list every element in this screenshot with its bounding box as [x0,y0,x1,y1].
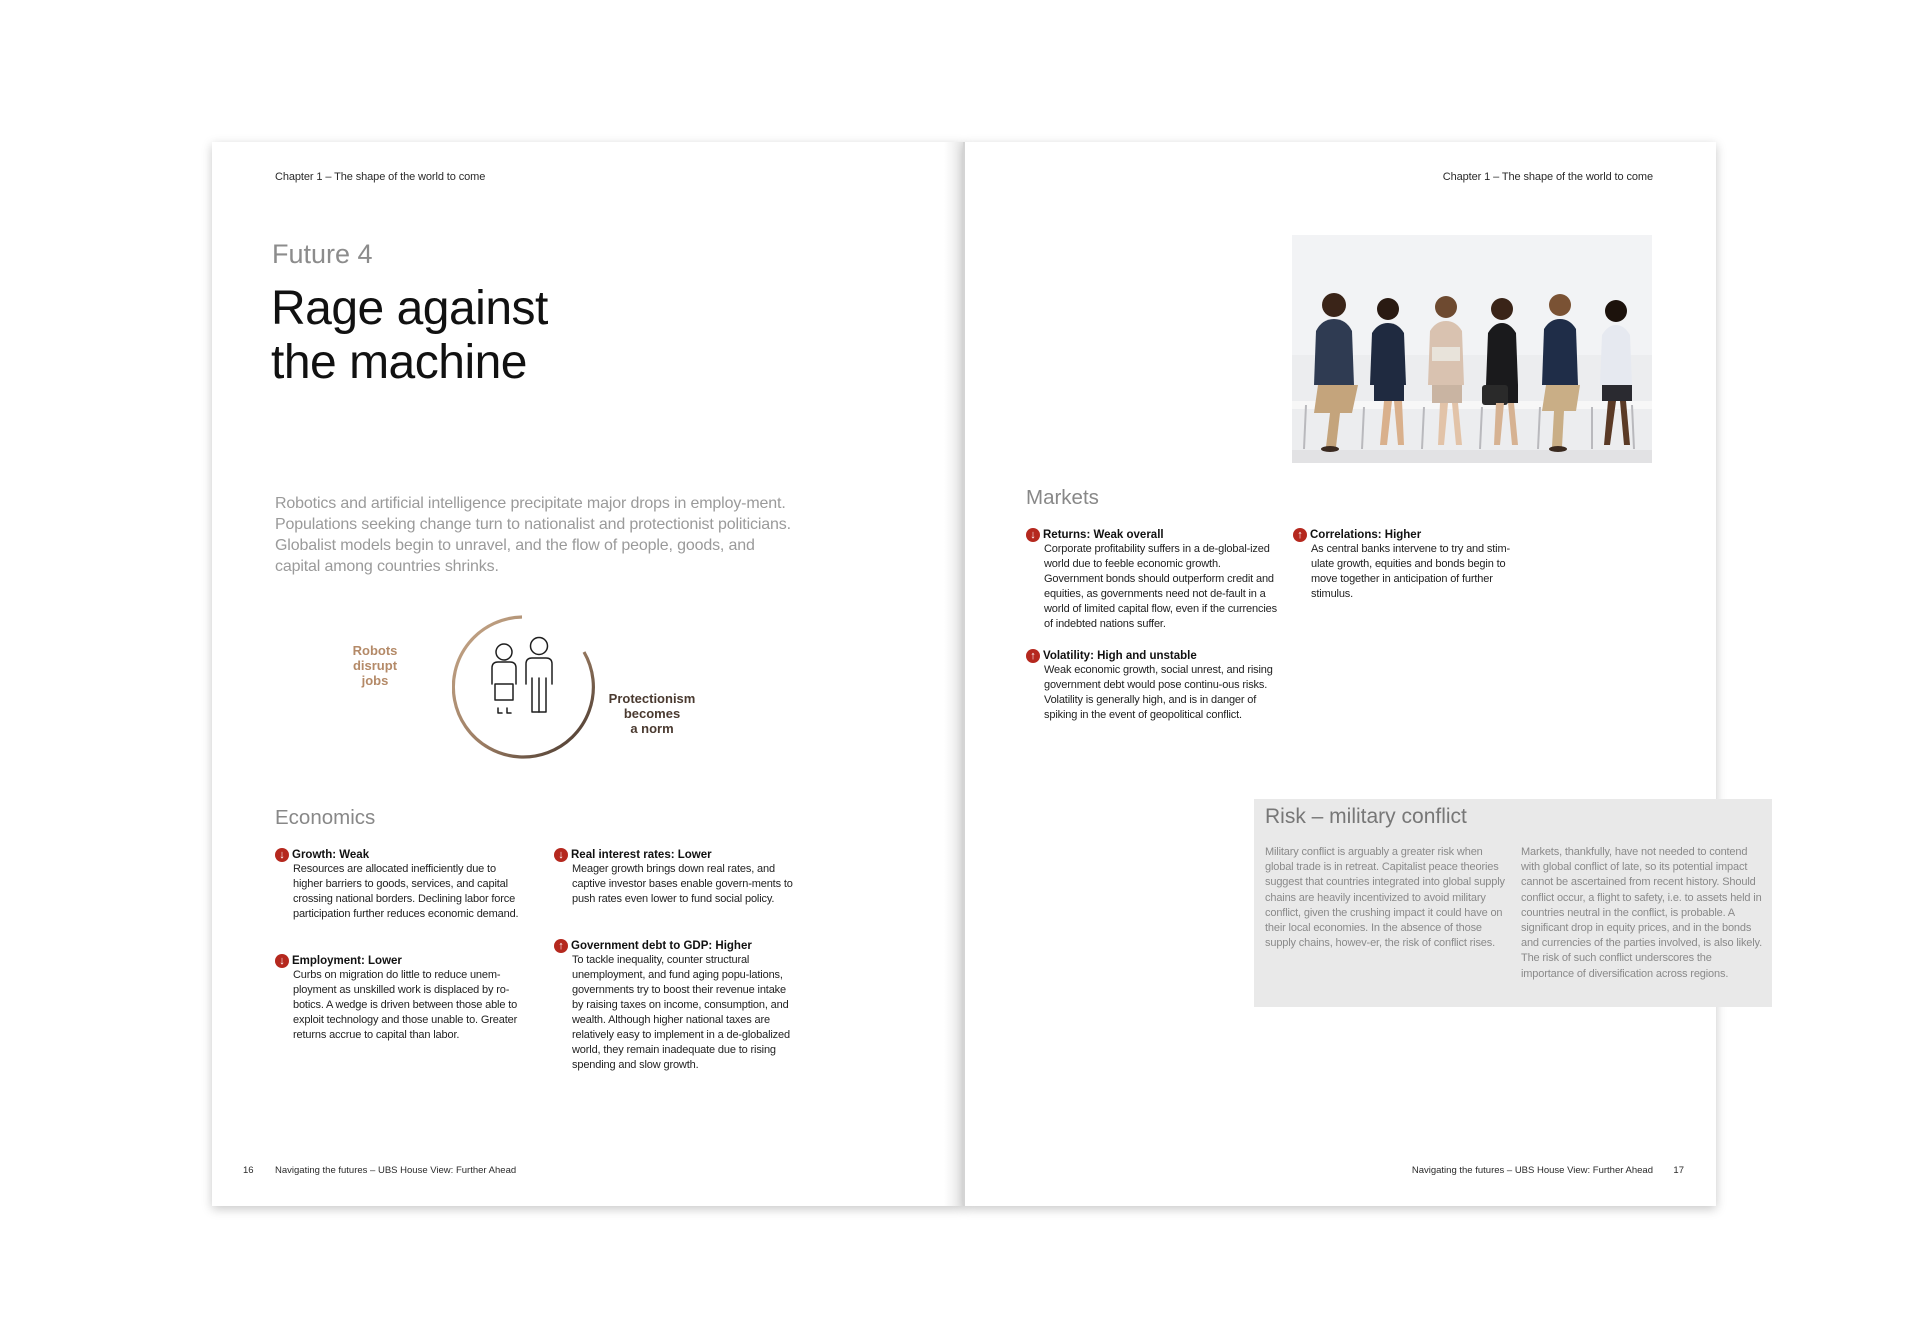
left-page [212,142,964,1206]
diagram-ring [453,617,593,757]
diagram-label-left-line: jobs [361,673,389,688]
page-number-left: 16 [243,1165,254,1176]
economics-item-employment [275,954,525,1043]
risk-column-2: Markets, thankfully, have not needed to contend with global conflict of late, so its potential impact cannot be ascertained from recent history. Should conflict occur, a flight to safety, i.e. to assets held in countries neutral in the conflict, is probable. A significant drop in equity prices, and in the bonds and currencies of the parties involved, is also likely. The risk of such conflict underscores the importance of diversification across regions. [1521,846,1763,980]
diagram-label-right-line: a norm [630,721,674,736]
item-heading [1026,528,1278,542]
people-waiting-photo [1292,235,1652,463]
page-number-right: 17 [1673,1165,1684,1176]
item-heading [275,954,525,968]
arrow-down-icon: ↓ [554,848,568,862]
risk-column-1: Military conflict is arguably a greater risk when global trade is in retreat. Capitalist peace theories suggest that countries integrated into global supply chains are heavily incentivized to avoid military conflict, given the crushing impact it could have on their local economies. In the absence of those supply chains, howev-er, the risk of conflict rises. [1265,846,1505,950]
item-body: Curbs on migration do little to reduce unem-ployment as unskilled work is displaced by ro-botics. A wedge is driven between those able to exploit technology and those unable to. Greater returns accrue to capital than labor. [293,969,518,1041]
arrow-up-icon: ↑ [554,939,568,953]
arrow-up-icon: ↑ [1026,649,1040,663]
item-title: Real interest rates: Lower [571,849,712,861]
item-title: Correlations: Higher [1310,529,1422,541]
diagram-label-right-line: becomes [623,706,681,721]
item-title: Growth: Weak [292,849,370,861]
title-line-1: Rage against [271,282,548,335]
risk-box [1254,799,1772,1007]
item-title: Volatility: High and unstable [1043,650,1197,662]
photo-illustration [1292,235,1652,463]
arrow-up-icon: ↑ [1293,528,1307,542]
economics-item-gov-debt [554,939,794,1073]
chapter-header: Chapter 1 – The shape of the world to come [275,171,486,183]
diagram-circle [452,612,602,762]
markets-item-volatility [1026,649,1278,723]
diagram-label-right [597,691,707,736]
gutter-line [963,142,965,1206]
intro-paragraph: Robotics and artificial intelligence precipitate major drops in employ-ment. Populations seeking change turn to nationalist and protectionist politicians. Globalist models begin to unravel, and the flow of people, goods, and capital among countries shrinks. [275,495,791,575]
economics-heading: Economics [275,806,376,829]
diagram-label-left-line: Robots [352,643,398,658]
item-heading [275,848,525,862]
footer-left: Navigating the futures – UBS House View: Further Ahead [275,1165,517,1176]
diagram-label-left [337,643,413,688]
item-title: Employment: Lower [292,955,402,967]
item-title: Returns: Weak overall [1043,529,1164,541]
title-line-2: the machine [271,336,527,389]
arrow-down-icon: ↓ [1026,528,1040,542]
markets-item-correlations [1293,528,1533,602]
brochure-spread [212,142,1763,1206]
arrow-down-icon: ↓ [275,848,289,862]
diagram-label-left-line: disrupt [352,658,398,673]
arrow-down-icon: ↓ [275,954,289,968]
page-title [271,282,548,390]
economics-item-real-rates [554,848,794,907]
item-body: Meager growth brings down real rates, and captive investor bases enable govern-ments to push rates even lower to fund social policy. [572,863,793,905]
gutter-shadow [944,142,964,1206]
people-icon [492,638,552,714]
markets-item-returns [1026,528,1278,632]
item-heading [554,939,794,953]
footer-right: Navigating the futures – UBS House View: Further Ahead [1411,1165,1653,1176]
item-body: As central banks intervene to try and stim-ulate growth, equities and bonds begin to move together in anticipation of further stimulus. [1311,543,1510,600]
item-title: Government debt to GDP: Higher [571,940,752,952]
item-heading [554,848,794,862]
item-body: To tackle inequality, counter structural unemployment, and fund aging popu-lations, governments try to boost their revenue intake by raising taxes on income, consumption, and wealth. Although higher national taxes are relatively easy to implement in a de-globalized world, they remain inadequate due to rising spending and slow growth. [572,954,790,1071]
chapter-header: Chapter 1 – The shape of the world to come [1442,171,1653,183]
item-body: Corporate profitability suffers in a de-global-ized world due to feeble economic growth. Government bonds should outperform credit and equities, as governments need not de-fault in a world of limited capital flow, even if the currencies of indebted nations suffer. [1044,543,1277,630]
diagram-label-right-line: Protectionism [608,691,696,706]
risk-heading: Risk – military conflict [1265,805,1467,828]
item-heading [1293,528,1533,542]
item-body: Weak economic growth, social unrest, and rising government debt would pose continu-ous risks. Volatility is generally high, and is in danger of spiking in the event of geopolitical conflict. [1044,664,1273,721]
future-label: Future 4 [272,239,373,269]
economics-item-growth [275,848,525,922]
markets-heading: Markets [1026,486,1099,509]
item-body: Resources are allocated inefficiently due to higher barriers to goods, services, and capital crossing national borders. Declining labor force participation further reduces economic demand. [293,863,519,920]
item-heading [1026,649,1278,663]
